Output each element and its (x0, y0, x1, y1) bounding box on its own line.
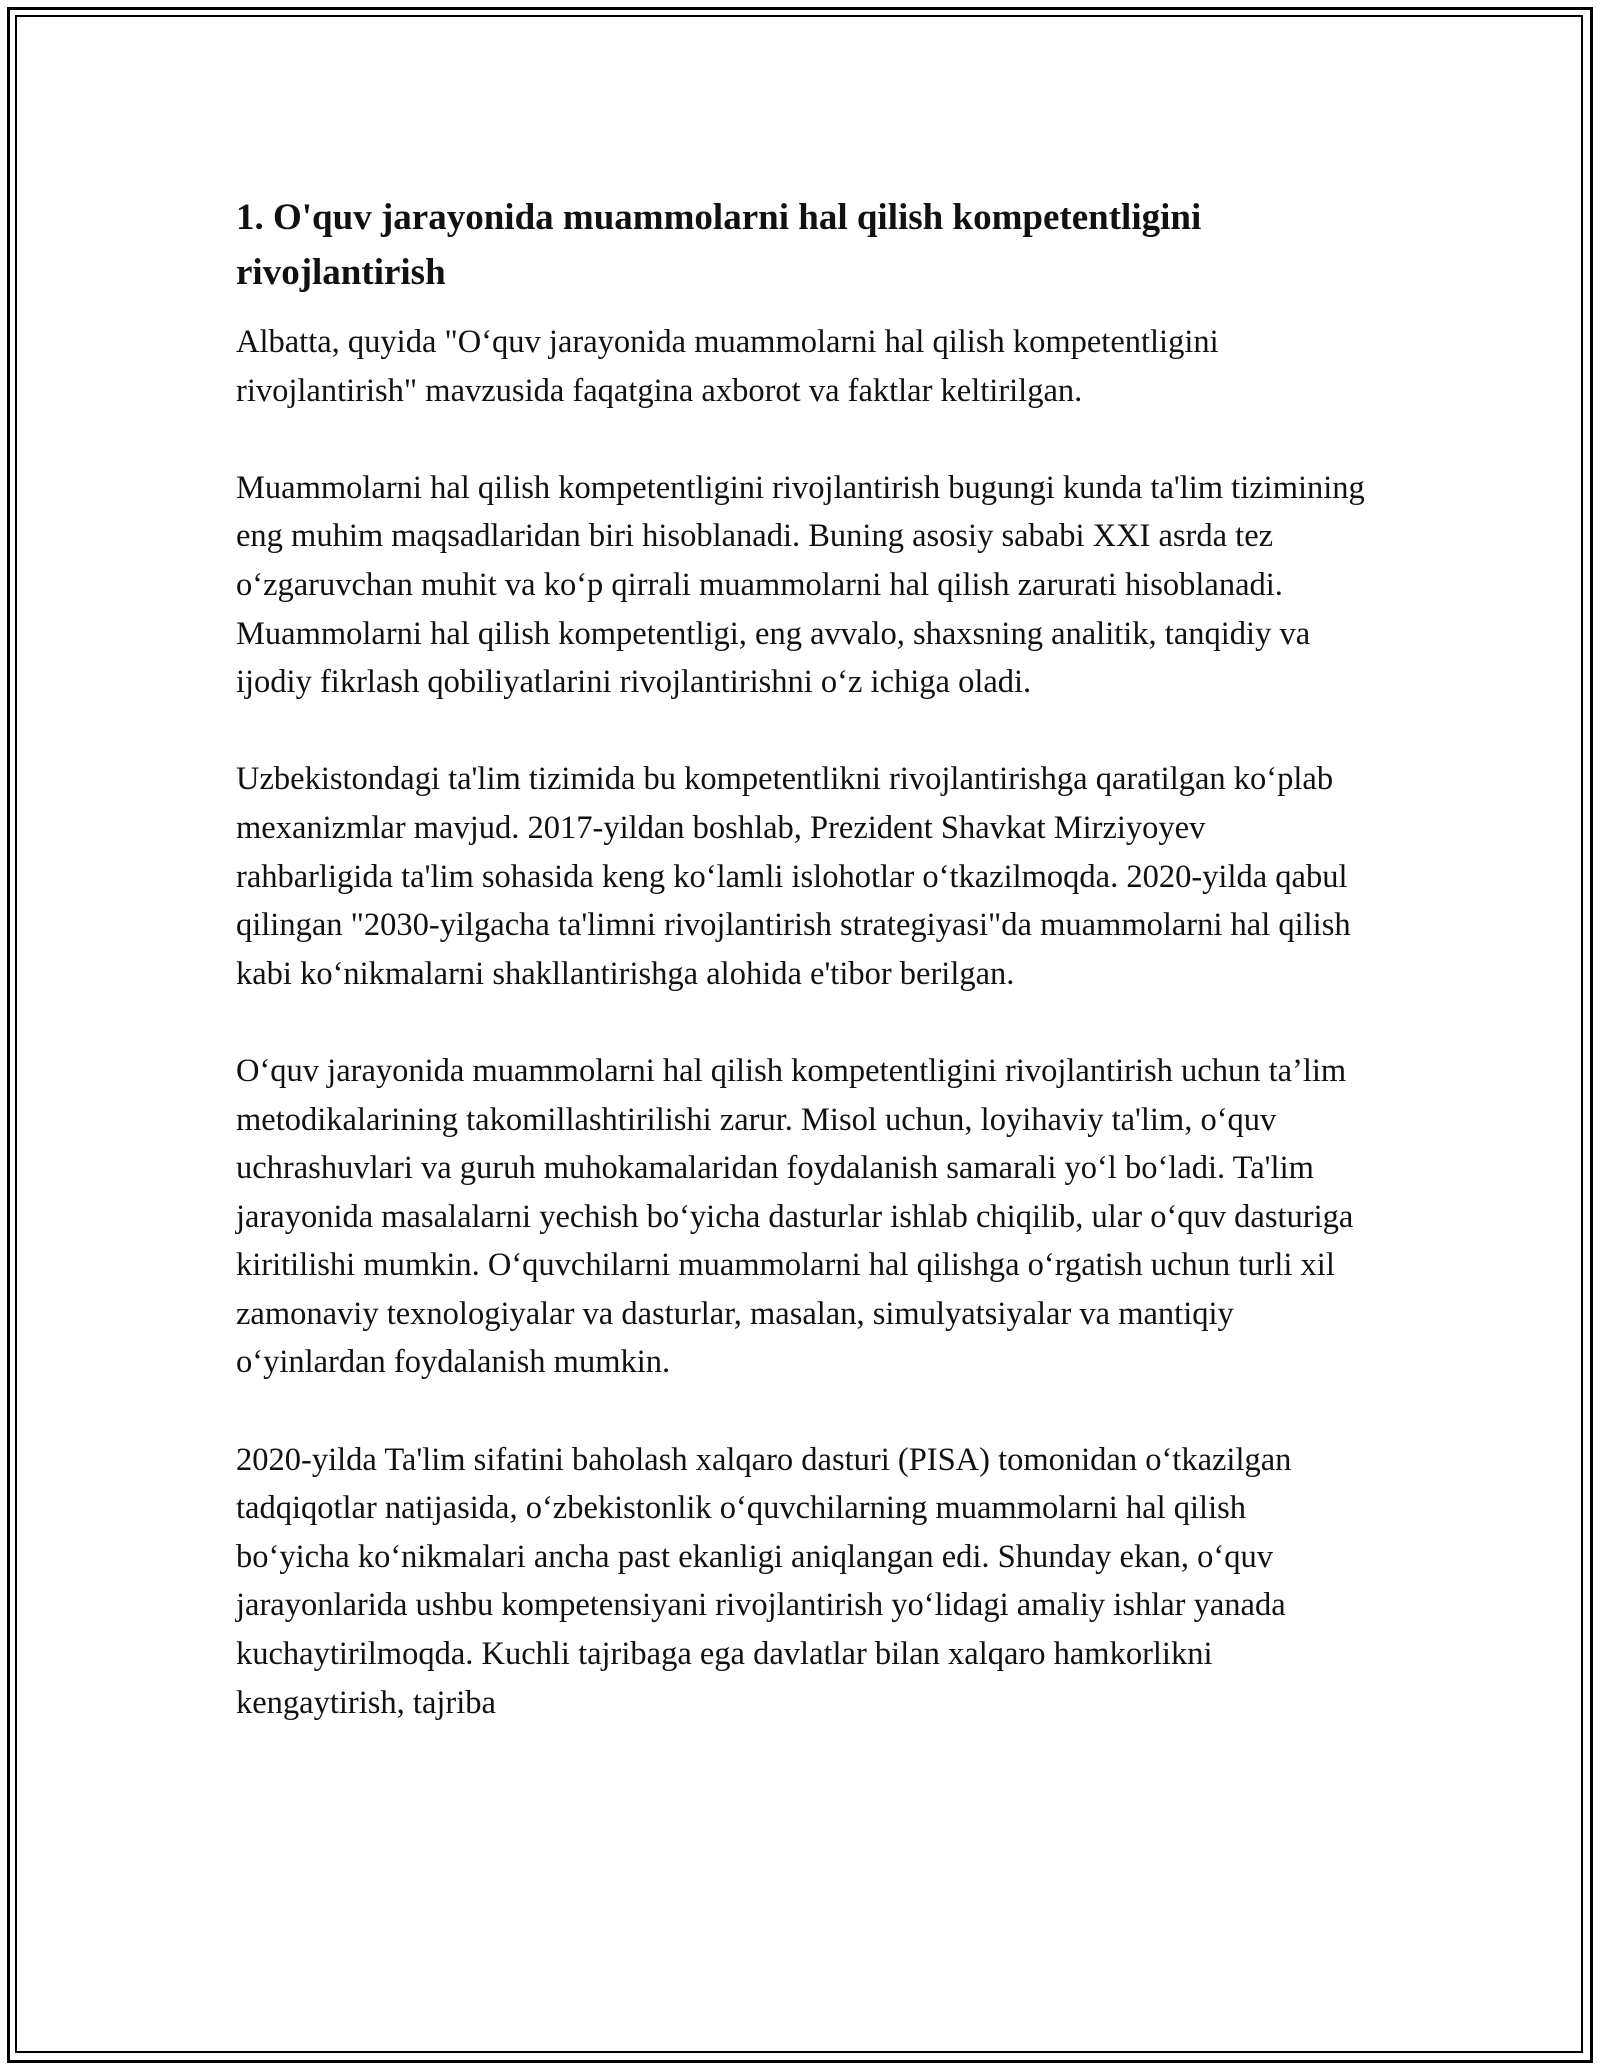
paragraph-uzbekistan-reforms: Uzbekistondagi ta'lim tizimida bu kompetentlikni rivojlantirishga qaratilgan ko‘plab mexanizmlar mavjud. 2017-yildan boshlab, Prezident Shavkat Mirziyoyev rahbarligida ta'lim sohasida keng ko‘lamli islohotlar o‘tkazilmoqda. 2020-yilda qabul qilingan "2030-yilgacha ta'limni rivojlantirish strategiyasi"da muammolarni hal qilish kabi ko‘nikmalarni shakllantirishga alohida e'tibor berilgan. (236, 761, 1351, 992)
paragraph-importance: Muammolarni hal qilish kompetentligini rivojlantirish bugungi kunda ta'lim tizimining eng muhim maqsadlaridan biri hisoblanadi. Buning asosiy sababi XXI asrda tez o‘zgaruvchan muhit va ko‘p qirrali muammolarni hal qilish zarurati hisoblanadi. Muammolarni hal qilish kompetentligi, eng avvalo, shaxsning analitik, tanqidiy va ijodiy fikrlash qobiliyatlarini rivojlantirishni o‘z ichiga oladi. (236, 469, 1365, 701)
paragraph-pisa-results: 2020-yilda Ta'lim sifatini baholash xalqaro dasturi (PISA) tomonidan o‘tkazilgan tadqiqotlar natijasida, o‘zbekistonlik o‘quvchilarning muammolarni hal qilish bo‘yicha ko‘nikmalari ancha past ekanligi aniqlangan edi. Shunday ekan, o‘quv jarayonlarida ushbu kompetensiyani rivojlantirish yo‘lidagi amaliy ishlar yanada kuchaytirilmoqda. Kuchli tajribaga ega davlatlar bilan xalqaro hamkorlikni kengaytirish, tajriba (236, 1441, 1292, 1721)
paragraph-intro: Albatta, quyida "O‘quv jarayonida muammolarni hal qilish kompetentligini rivojlantirish" mavzusida faqatgina axborot va faktlar keltirilgan. (236, 324, 1219, 409)
document-body (236, 190, 1366, 1776)
paragraph-teaching-methods: O‘quv jarayonida muammolarni hal qilish kompetentligini rivojlantirish uchun ta’lim metodikalarining takomillashtirilishi zarur. Misol uchun, loyihaviy ta'lim, o‘quv uchrashuvlari va guruh muhokamalaridan foydalanish samarali yo‘l bo‘ladi. Ta'lim jarayonida masalalarni yechish bo‘yicha dasturlar ishlab chiqilib, ular o‘quv dasturiga kiritilishi mumkin. O‘quvchilarni muammolarni hal qilishga o‘rgatish uchun turli xil zamonaviy texnologiyalar va dasturlar, masalan, simulyatsiyalar va mantiqiy o‘yinlardan foydalanish mumkin. (236, 1052, 1354, 1381)
page-title: 1. O'quv jarayonida muammolarni hal qilish kompetentligini rivojlantirish (236, 197, 1202, 293)
